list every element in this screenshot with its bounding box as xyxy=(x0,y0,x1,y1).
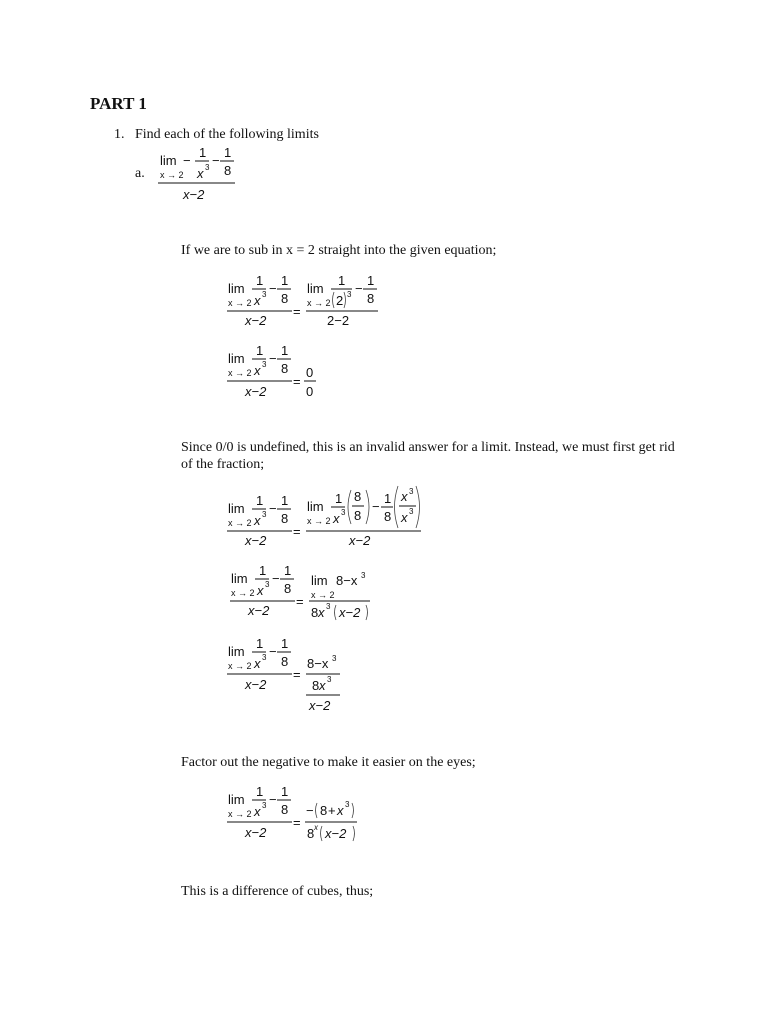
svg-text:3: 3 xyxy=(332,654,337,663)
svg-text:x: x xyxy=(401,510,408,525)
section-heading: PART 1 xyxy=(90,94,147,113)
svg-text:3: 3 xyxy=(361,571,366,580)
svg-text:−: − xyxy=(269,792,277,807)
svg-text:8: 8 xyxy=(224,163,232,178)
svg-text:−: − xyxy=(372,499,380,514)
svg-text:8: 8 xyxy=(281,511,289,526)
svg-text:3: 3 xyxy=(409,487,414,496)
svg-text:8: 8 xyxy=(354,508,362,523)
svg-text:1: 1 xyxy=(284,563,292,578)
svg-text:1: 1 xyxy=(281,493,289,508)
svg-text:3: 3 xyxy=(341,508,346,517)
svg-text:3: 3 xyxy=(262,801,267,810)
svg-text:−: − xyxy=(183,153,191,168)
svg-text:8: 8 xyxy=(281,802,289,817)
svg-text:1: 1 xyxy=(256,784,264,799)
svg-text:x: x xyxy=(254,363,261,378)
svg-text:x → 2: x → 2 xyxy=(311,590,335,600)
svg-text:x → 2: x → 2 xyxy=(228,298,252,308)
svg-text:8: 8 xyxy=(367,291,375,306)
svg-text:x: x xyxy=(257,583,264,598)
svg-text:x → 2: x → 2 xyxy=(228,661,252,671)
svg-text:1: 1 xyxy=(259,563,267,578)
svg-text:x−2: x−2 xyxy=(183,187,205,202)
svg-text:1: 1 xyxy=(199,145,207,160)
svg-text:x: x xyxy=(401,489,408,504)
svg-text:3: 3 xyxy=(345,800,350,809)
svg-text:3: 3 xyxy=(347,290,352,299)
svg-text:3: 3 xyxy=(327,675,332,684)
svg-text:x → 2: x → 2 xyxy=(228,368,252,378)
svg-text:3: 3 xyxy=(409,507,414,516)
svg-text:3: 3 xyxy=(205,163,210,172)
svg-text:3: 3 xyxy=(265,580,270,589)
svg-text:−: − xyxy=(355,281,363,296)
svg-text:1: 1 xyxy=(335,491,343,506)
svg-text:lim: lim xyxy=(307,281,324,296)
svg-text:1: 1 xyxy=(367,273,375,288)
svg-text:2: 2 xyxy=(336,293,344,308)
svg-text:x → 2: x → 2 xyxy=(307,516,331,526)
svg-text:1: 1 xyxy=(338,273,346,288)
svg-text:x−2: x−2 xyxy=(339,605,361,620)
svg-text:−: − xyxy=(269,501,277,516)
svg-text:x → 2: x → 2 xyxy=(307,298,331,308)
svg-text:x: x xyxy=(254,656,261,671)
svg-text:−: − xyxy=(269,351,277,366)
svg-text:8−x: 8−x xyxy=(307,656,329,671)
paragraph-factor-negative: Factor out the negative to make it easier on the eyes; xyxy=(181,755,476,770)
svg-text:8: 8 xyxy=(307,826,315,841)
svg-text:x: x xyxy=(319,678,326,693)
svg-text:8: 8 xyxy=(312,678,320,693)
svg-text:x−2: x−2 xyxy=(248,603,270,618)
svg-text:x−2: x−2 xyxy=(245,677,267,692)
svg-text:8−x: 8−x xyxy=(336,573,358,588)
svg-text:x: x xyxy=(318,605,325,620)
svg-text:8: 8 xyxy=(281,361,289,376)
lim-subscript: x → 2 xyxy=(160,170,184,180)
svg-text:8: 8 xyxy=(281,291,289,306)
svg-text:x: x xyxy=(314,823,318,832)
svg-text:8: 8 xyxy=(311,605,319,620)
svg-text:x−2: x−2 xyxy=(349,533,371,548)
svg-text:x → 2: x → 2 xyxy=(228,518,252,528)
svg-text:8: 8 xyxy=(354,489,362,504)
svg-text:8: 8 xyxy=(284,581,292,596)
svg-text:8: 8 xyxy=(281,654,289,669)
svg-text:1: 1 xyxy=(281,343,289,358)
svg-text:2−2: 2−2 xyxy=(327,313,350,328)
svg-text:−: − xyxy=(272,571,280,586)
svg-text:lim: lim xyxy=(228,644,245,659)
svg-text:1: 1 xyxy=(384,491,392,506)
svg-text:−: − xyxy=(306,803,314,818)
svg-text:+: + xyxy=(328,803,336,818)
svg-text:1: 1 xyxy=(256,343,264,358)
svg-text:x−2: x−2 xyxy=(325,826,347,841)
svg-text:=: = xyxy=(296,594,304,609)
svg-text:3: 3 xyxy=(326,602,331,611)
svg-text:−: − xyxy=(212,153,220,168)
svg-text:8: 8 xyxy=(320,803,328,818)
svg-text:1: 1 xyxy=(224,145,232,160)
svg-text:3: 3 xyxy=(262,290,267,299)
svg-text:x−2: x−2 xyxy=(245,384,267,399)
svg-text:lim: lim xyxy=(307,499,324,514)
svg-text:lim: lim xyxy=(228,792,245,807)
svg-text:=: = xyxy=(293,667,301,682)
svg-text:0: 0 xyxy=(306,384,314,399)
svg-text:−: − xyxy=(269,644,277,659)
svg-text:x: x xyxy=(254,513,261,528)
svg-text:1: 1 xyxy=(281,636,289,651)
question-text: Find each of the following limits xyxy=(135,127,319,142)
svg-text:1: 1 xyxy=(256,493,264,508)
svg-text:=: = xyxy=(293,815,301,830)
svg-text:lim: lim xyxy=(231,571,248,586)
svg-text:0: 0 xyxy=(306,365,314,380)
svg-text:1: 1 xyxy=(256,273,264,288)
paragraph-undefined: Since 0/0 is undefined, this is an invalid answer for a limit. Instead, we must first get rid of the fraction; xyxy=(181,440,675,472)
svg-text:x → 2: x → 2 xyxy=(228,809,252,819)
svg-text:1: 1 xyxy=(281,784,289,799)
svg-text:lim: lim xyxy=(228,281,245,296)
svg-text:lim: lim xyxy=(228,351,245,366)
lim-label: lim xyxy=(160,153,177,168)
svg-text:=: = xyxy=(293,374,301,389)
svg-text:lim: lim xyxy=(228,501,245,516)
svg-text:=: = xyxy=(293,304,301,319)
svg-text:1: 1 xyxy=(256,636,264,651)
svg-text:lim: lim xyxy=(311,573,328,588)
svg-text:x → 2: x → 2 xyxy=(231,588,255,598)
svg-text:3: 3 xyxy=(262,360,267,369)
svg-text:x−2: x−2 xyxy=(245,533,267,548)
svg-text:x: x xyxy=(254,293,261,308)
svg-text:3: 3 xyxy=(262,510,267,519)
svg-text:x−2: x−2 xyxy=(309,698,331,713)
svg-text:x: x xyxy=(254,804,261,819)
svg-text:−: − xyxy=(269,281,277,296)
svg-text:x: x xyxy=(337,803,344,818)
svg-text:8: 8 xyxy=(384,509,392,524)
question-number: 1. xyxy=(114,127,125,142)
svg-text:x: x xyxy=(197,166,204,181)
svg-text:1: 1 xyxy=(281,273,289,288)
svg-text:x−2: x−2 xyxy=(245,825,267,840)
paragraph-difference-of-cubes: This is a difference of cubes, thus; xyxy=(181,884,374,899)
item-label-a: a. xyxy=(135,166,145,181)
paragraph-substitute: If we are to sub in x = 2 straight into the given equation; xyxy=(181,243,497,258)
svg-text:=: = xyxy=(293,524,301,539)
svg-text:3: 3 xyxy=(262,653,267,662)
svg-text:x: x xyxy=(333,511,340,526)
svg-text:x−2: x−2 xyxy=(245,313,267,328)
